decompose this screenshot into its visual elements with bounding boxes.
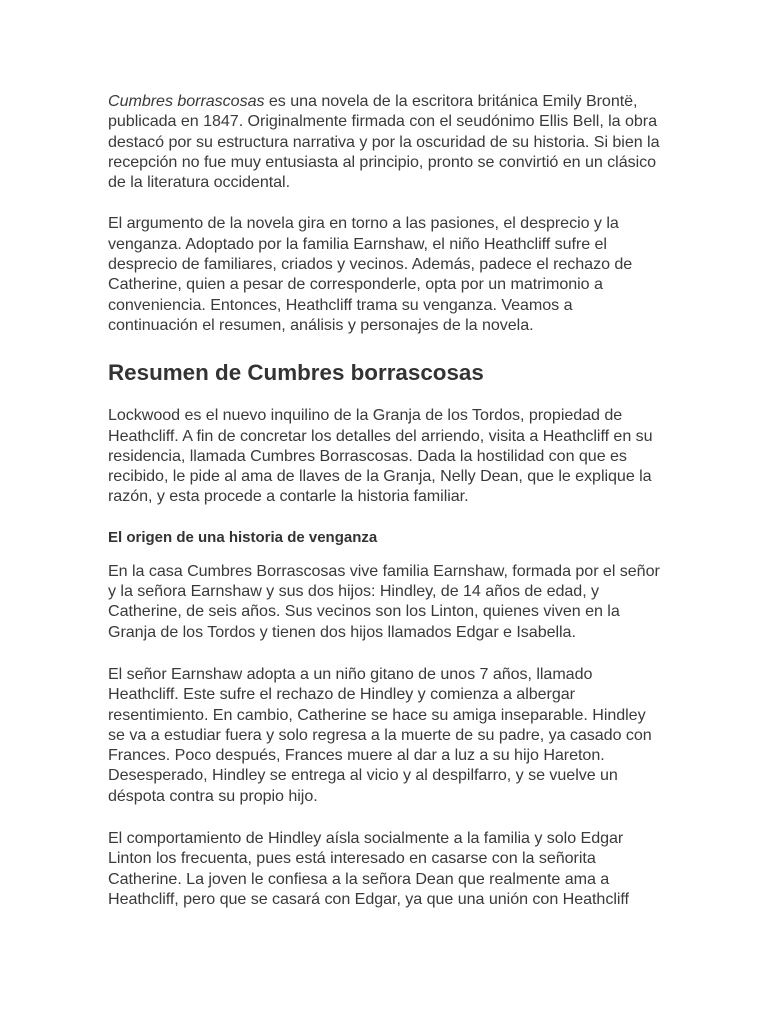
origin-paragraph-2: El señor Earnshaw adopta a un niño gitano de unos 7 años, llamado Heathcliff. Este sufre el rechazo de Hindley y comienza a albergar resentimiento. En cambio, Catherine se hace su amiga inseparable. Hindley se va a estudiar fuera y solo regresa a la muerte de su padre, ya casado con Frances. Poco después, Frances muere al dar a luz a su hijo Hareton. Desesperado, Hindley se entrega al vicio y al despilfarro, y se vuelve un déspota contra su propio hijo. [108, 664, 652, 805]
intro-paragraph [108, 91, 660, 192]
document-page [108, 91, 660, 909]
origin-heading: El origen de una historia de venganza [108, 528, 378, 546]
origin-paragraph-3: El comportamiento de Hindley aísla socialmente a la familia y solo Edgar Linton los frecuenta, pues está interesado en casarse con la señorita Catherine. La joven le confiesa a la señora Dean que realmente ama a Heathcliff, pero que se casará con Edgar, ya que una unión con Heathcliff [108, 829, 629, 908]
novel-title-italic: Cumbres borrascosas [108, 92, 265, 110]
origin-paragraph-1: En la casa Cumbres Borrascosas vive familia Earnshaw, formada por el señor y la señora Earnshaw y sus dos hijos: Hindley, de 14 años de edad, y Catherine, de seis años. Sus vecinos son los Linton, quienes viven en la Granja de los Tordos y tienen dos hijos llamados Edgar e Isabella. [108, 561, 660, 641]
argument-paragraph: El argumento de la novela gira en torno a las pasiones, el desprecio y la venganza. Adoptado por la familia Earnshaw, el niño Heathcliff sufre el desprecio de familiares, criados y vecinos. Además, padece el rechazo de Catherine, quien a pesar de corresponderle, opta por un matrimonio a conveniencia. Entonces, Heathcliff trama su venganza. Veamos a continuación el resumen, análisis y personajes de la novela. [108, 214, 633, 334]
intro-text: es una novela de la escritora británica Emily Brontë, publicada en 1847. Originalmente firmada con el seudónimo Ellis Bell, la obra destacó por su estructura narrativa y por la oscuridad de su historia. Si bien la recepción no fue muy entusiasta al principio, pronto se convirtió en un clásico de la literatura occidental. [108, 92, 660, 192]
summary-paragraph: Lockwood es el nuevo inquilino de la Granja de los Tordos, propiedad de Heathcliff. A fin de concretar los detalles del arriendo, visita a Heathcliff en su residencia, llamada Cumbres Borrascosas. Dada la hostilidad con que es recibido, le pide al ama de llaves de la Granja, Nelly Dean, que le explique la razón, y esta procede a contarle la historia familiar. [108, 406, 653, 506]
summary-heading: Resumen de Cumbres borrascosas [108, 360, 484, 386]
